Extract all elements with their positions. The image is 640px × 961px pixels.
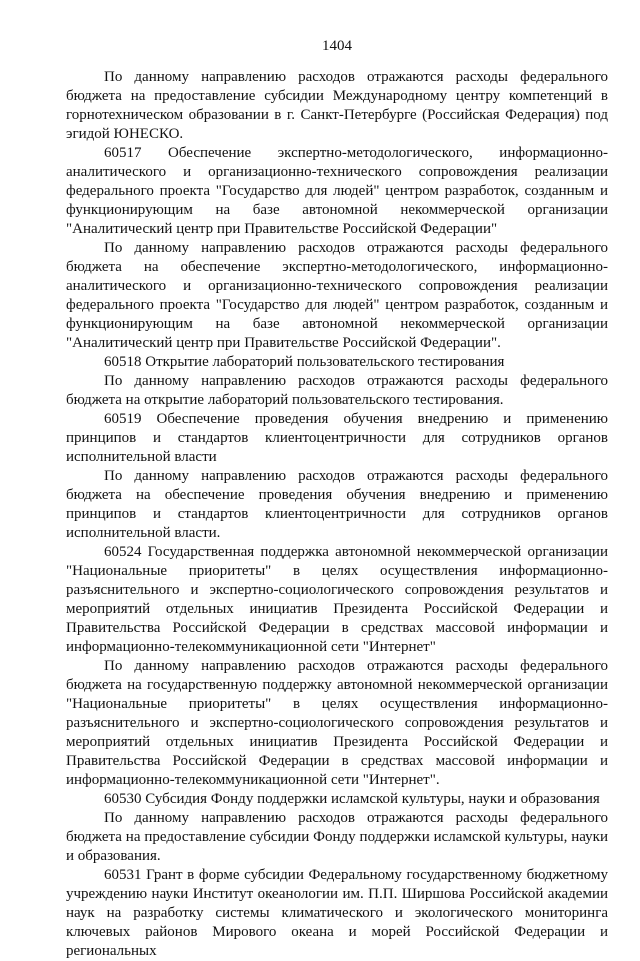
paragraph: 60530 Субсидия Фонду поддержки исламской культуры, науки и образования xyxy=(104,791,600,807)
paragraph: 60524 Государственная поддержка автономной некоммерческой организации "Национальные приоритеты" в целях осуществления информационно-разъяснительного и экспертно-социологического сопровождения результатов и мероприятий отдельных инициатив Президента Российской Федерации и Правительства Российской Федерации в средствах массовой информации и информационно-телекоммуникационной сети "Интернет" xyxy=(66,544,608,655)
paragraph: По данному направлению расходов отражаются расходы федерального бюджета на государственную поддержку автономной некоммерческой организации "Национальные приоритеты" в целях осуществления информационно-разъяснительного и экспертно-социологического сопровождения результатов и мероприятий отдельных инициатив Президента Российской Федерации и Правительства Российской Федерации в средствах массовой информации и информационно-телекоммуникационной сети "Интернет". xyxy=(66,658,608,788)
paragraph: 60518 Открытие лабораторий пользовательского тестирования xyxy=(104,354,505,370)
paragraph: По данному направлению расходов отражаются расходы федерального бюджета на открытие лабораторий пользовательского тестирования. xyxy=(66,373,608,408)
page-number: 1404 xyxy=(322,38,352,54)
paragraph: По данному направлению расходов отражаются расходы федерального бюджета на обеспечение экспертно-методологического, информационно-аналитического и организационно-технического сопровождения реализации федерального проекта "Государство для людей" центром разработок, созданным и функционирующим на базе автономной некоммерческой организации "Аналитический центр при Правительстве Российской Федерации". xyxy=(66,240,608,351)
paragraph: 60519 Обеспечение проведения обучения внедрению и применению принципов и стандартов клиентоцентричности для сотрудников органов исполнительной власти xyxy=(66,411,608,465)
paragraph: По данному направлению расходов отражаются расходы федерального бюджета на обеспечение проведения обучения внедрению и применению принципов и стандартов клиентоцентричности для сотрудников органов исполнительной власти. xyxy=(66,468,608,541)
paragraph: По данному направлению расходов отражаются расходы федерального бюджета на предоставление субсидии Международному центру компетенций в горнотехническом образовании в г. Санкт-Петербурге (Российская Федерация) под эгидой ЮНЕСКО. xyxy=(66,69,608,142)
paragraph: По данному направлению расходов отражаются расходы федерального бюджета на предоставление субсидии Фонду поддержки исламской культуры, науки и образования. xyxy=(66,810,608,864)
paragraph: 60517 Обеспечение экспертно-методологического, информационно-аналитического и организационно-технического сопровождения реализации федерального проекта "Государство для людей" центром разработок, созданным и функционирующим на базе автономной некоммерческой организации "Аналитический центр при Правительстве Российской Федерации" xyxy=(66,145,608,237)
paragraph: 60531 Грант в форме субсидии Федеральному государственному бюджетному учреждению науки Институт океанологии им. П.П. Ширшова Российской академии наук на разработку системы климатического и экологического мониторинга ключевых районов Мирового океана и морей Российской Федерации и региональных xyxy=(66,867,608,959)
